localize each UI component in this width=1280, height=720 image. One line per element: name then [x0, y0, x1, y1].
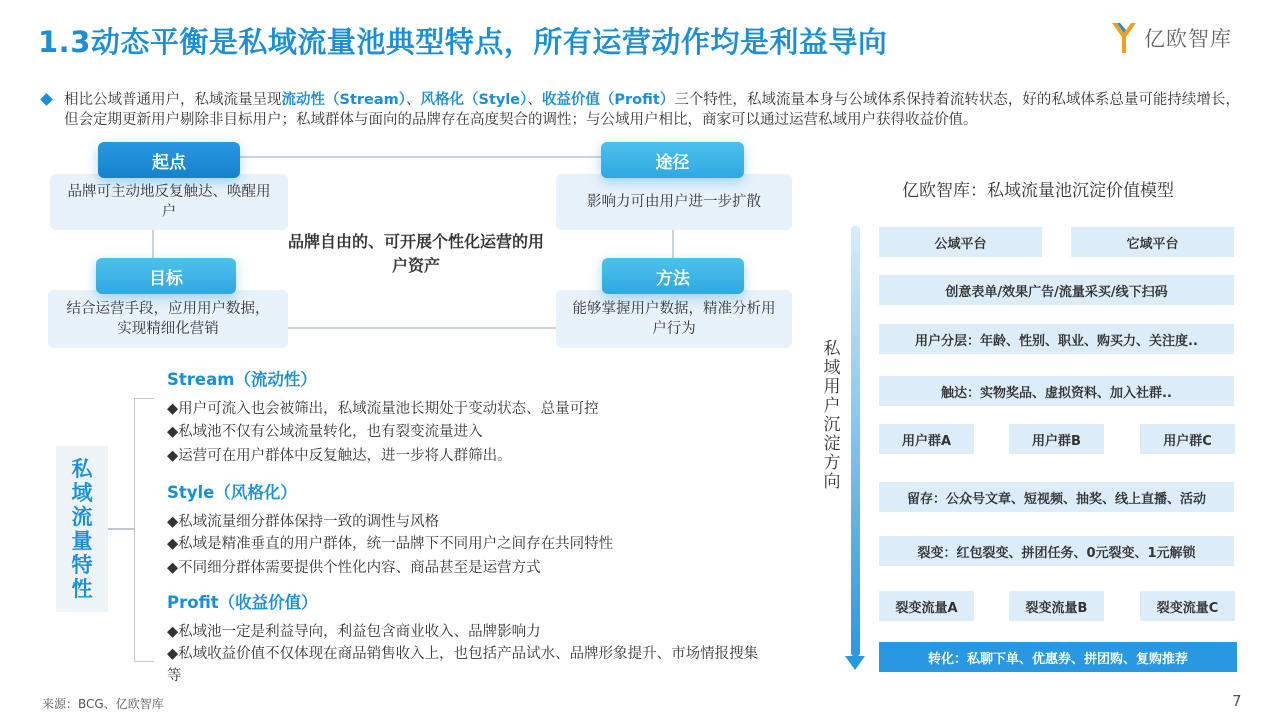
direction-char-4: 户 — [823, 396, 841, 416]
goal-box — [48, 290, 288, 348]
method-label: 方法 — [602, 258, 744, 294]
profit-heading: Profit（收益价值） — [167, 593, 318, 612]
intro-paragraph — [42, 90, 1242, 130]
intro-highlight-profit: 收益价值（Profit） — [541, 92, 675, 108]
path-text: 影响力可由用户进一步扩散 — [587, 194, 761, 210]
direction-char-2: 域 — [823, 358, 841, 378]
style-item-2: ◆私域是精准垂直的用户群体，统一品牌下不同用户之间存在共同特性 — [167, 536, 614, 552]
start-label: 起点 — [98, 142, 240, 178]
traits-connector — [108, 528, 134, 530]
style-item-1: ◆私域流量细分群体保持一致的调性与风格 — [167, 514, 440, 530]
segment-box: 用户分层：年龄、性别、职业、购买力、关注度.. — [879, 324, 1234, 354]
intro-text-1: 相比公域普通用户，私域流量呈现 — [64, 92, 282, 108]
stream-item-2: ◆私域池不仅有公域流量转化，也有裂变流量进入 — [167, 424, 483, 440]
convert-box: 转化：私聊下单、优惠券、拼团购、复购推荐 — [879, 642, 1237, 672]
traits-char-3: 流 — [71, 505, 93, 529]
model-title: 亿欧智库：私域流量池沉淀价值模型 — [902, 181, 1174, 201]
arrow-down-icon — [845, 656, 865, 670]
profit-item-2: ◆私域收益价值不仅体现在商品销售收入上，也包括产品试水、品牌形象提升、市场情报搜集等 — [167, 646, 759, 684]
yiou-logo-icon — [1110, 19, 1138, 57]
stream-item-3: ◆运营可在用户群体中反复触达，进一步将人群筛出。 — [167, 448, 512, 464]
direction-char-1: 私 — [823, 339, 841, 359]
style-item-3: ◆不同细分群体需要提供个性化内容、商品甚至是运营方式 — [167, 560, 541, 576]
user-group-b-box: 用户群B — [1009, 424, 1104, 454]
method-text: 能够掌握用户数据，精准分析用户行为 — [572, 301, 776, 337]
acquire-box: 创意表单/效果广告/流量采买/线下扫码 — [879, 275, 1234, 305]
retain-box: 留存：公众号文章、短视频、抽奖、线上直播、活动 — [879, 482, 1234, 512]
direction-char-6: 淀 — [823, 434, 841, 454]
traits-char-6: 性 — [71, 577, 93, 601]
fission-box: 裂变：红包裂变、拼团任务、0元裂变、1元解锁 — [879, 536, 1234, 566]
path-box — [556, 174, 792, 230]
stream-heading: Stream（流动性） — [167, 370, 317, 389]
style-heading: Style（风格化） — [167, 483, 297, 502]
source-note: 来源：BCG、亿欧智库 — [42, 697, 164, 711]
user-group-a-box: 用户群A — [879, 424, 974, 454]
diagram-line-right — [672, 230, 674, 260]
page-title: 1.3动态平衡是私域流量池典型特点，所有运营动作均是利益导向 — [38, 25, 888, 59]
direction-arrow-shaft — [851, 226, 860, 656]
traits-bracket — [134, 398, 154, 662]
profit-item-1: ◆私域池一定是利益导向，利益包含商业收入、品牌影响力 — [167, 624, 541, 640]
direction-char-5: 沉 — [823, 415, 841, 435]
direction-label — [820, 340, 844, 492]
diagram-line-left — [152, 230, 154, 260]
fission-flow-a-box: 裂变流量A — [879, 591, 974, 621]
reach-box: 触达：实物奖品、虚拟资料、加入社群.. — [879, 376, 1234, 406]
fission-flow-c-box: 裂变流量C — [1140, 591, 1235, 621]
start-text: 品牌可主动地反复触达、唤醒用户 — [67, 184, 271, 220]
goal-text: 结合运营手段，应用用户数据，实现精细化营销 — [66, 301, 270, 337]
diagram-line-bottom — [288, 327, 556, 329]
page-number: 7 — [1232, 692, 1242, 710]
traits-char-4: 量 — [71, 529, 93, 553]
other-platform-box: 它域平台 — [1071, 227, 1234, 257]
fission-flow-b-box: 裂变流量B — [1009, 591, 1104, 621]
intro-text-2: 、 — [406, 92, 421, 108]
traits-vertical-title — [56, 446, 108, 612]
intro-highlight-stream: 流动性（Stream） — [281, 92, 407, 108]
intro-text-3: 、 — [527, 92, 542, 108]
goal-label: 目标 — [96, 258, 236, 294]
traits-char-1: 私 — [71, 457, 93, 481]
logo — [1110, 18, 1232, 58]
public-platform-box: 公域平台 — [879, 227, 1042, 257]
traits-char-5: 特 — [71, 553, 93, 577]
intro-highlight-style: 风格化（Style） — [420, 92, 528, 108]
traits-char-2: 域 — [71, 481, 93, 505]
method-box — [556, 290, 792, 348]
direction-char-7: 方 — [823, 453, 841, 473]
diagram-center-text: 品牌自由的、可开展个性化运营的用户资产 — [287, 232, 544, 275]
stream-item-1: ◆用户可流入也会被筛出，私域流量池长期处于变动状态、总量可控 — [167, 401, 599, 417]
path-label: 途径 — [601, 142, 744, 178]
diagram-line-top — [240, 156, 602, 158]
direction-char-8: 向 — [823, 472, 841, 492]
direction-char-3: 用 — [823, 377, 841, 397]
start-box — [50, 174, 288, 230]
user-group-c-box: 用户群C — [1140, 424, 1235, 454]
logo-text: 亿欧智库 — [1144, 27, 1232, 51]
intro-text-4: 三个特性，私域流量本身与公域体系保持着流转状态，好的私域体系总量可能持续增长，但会定期更新用户剔除非目标用户；私域群体与面向的品牌存在高度契合的调性；与公域用户相比，商家可以通过运营私域用户获得收益价值。 — [64, 92, 1240, 128]
